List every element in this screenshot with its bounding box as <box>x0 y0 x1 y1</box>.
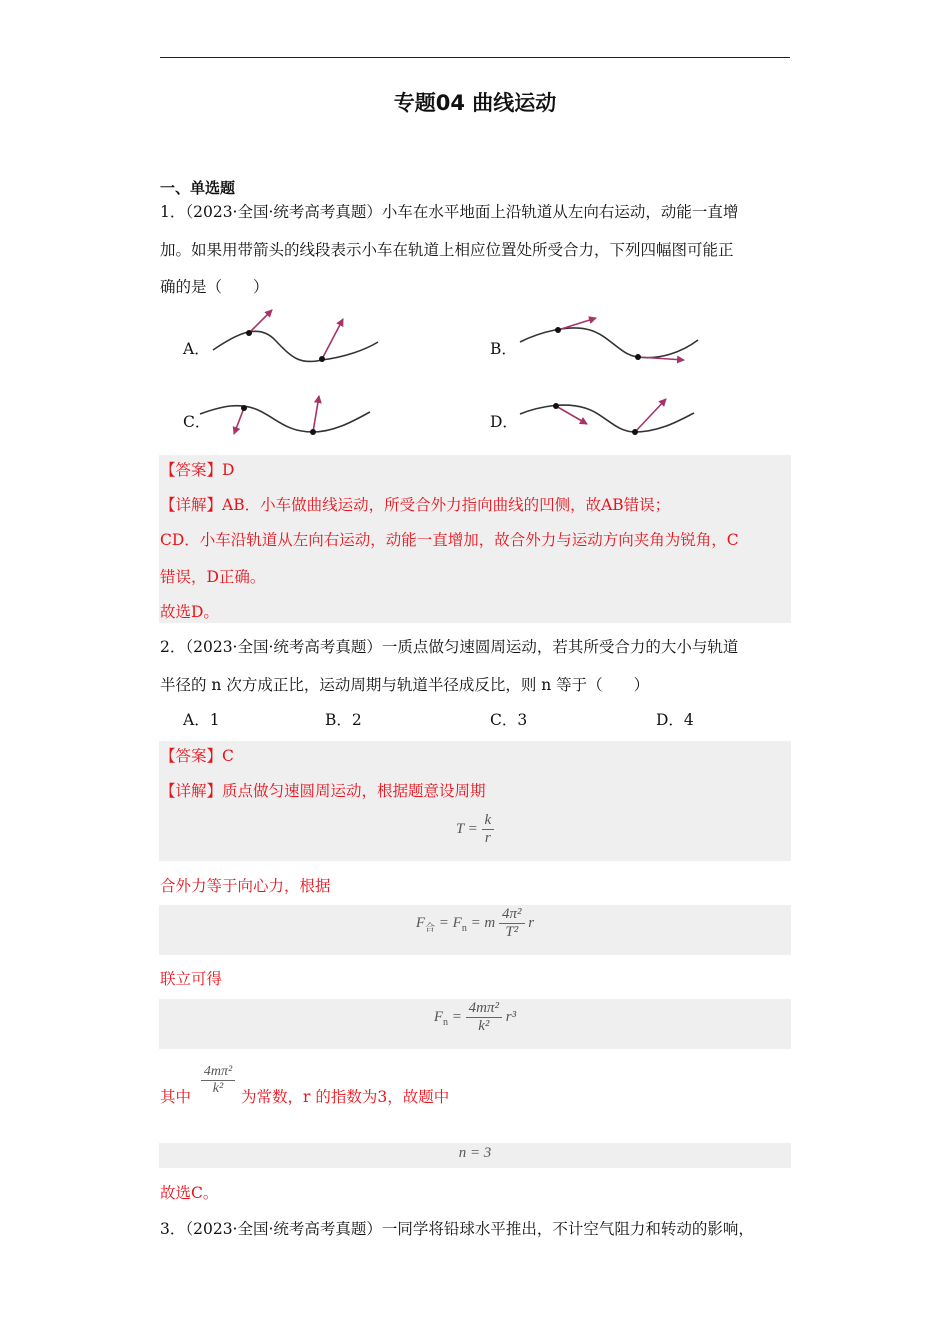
figure-c <box>200 396 370 435</box>
q1-detail-1: 【详解】AB．小车做曲线运动，所受合外力指向曲线的凹侧，故AB错误； <box>160 496 671 514</box>
formula-combined: $F_n$ = $\frac{\text{4mπ²}}{\text{k²}}$ r³ <box>433 1000 517 1034</box>
formula-result: n = 3 <box>458 1145 492 1161</box>
q1-detail-3: 错误，D正确。 <box>160 568 266 586</box>
q2-option-b: B．2 <box>325 711 362 729</box>
formula-period: T = $\frac{k}{r}$ <box>159 812 791 847</box>
q2-step2: 合外力等于向心力，根据 <box>160 877 331 895</box>
q2-option-a: A．1 <box>183 711 220 729</box>
q2-step4-pre: 其中 <box>160 1088 192 1106</box>
q2-option-c: C．3 <box>490 711 528 729</box>
q2-step4-post: 为常数，r 的指数为3，故题中 <box>241 1088 450 1106</box>
q2-line-2: 半径的 n 次方成正比，运动周期与轨道半径成反比，则 n 等于（ ） <box>160 676 650 694</box>
figure-b <box>520 318 698 360</box>
q2-detail-intro: 【详解】质点做匀速圆周运动，根据题意设周期 <box>160 782 486 800</box>
q3-line-1: 3．（2023·全国·统考高考真题）一同学将铅球水平推出，不计空气阻力和转动的影响， <box>160 1220 754 1238</box>
q1-line-2: 加。如果用带箭头的线段表示小车在轨道上相应位置处所受合力，下列四幅图可能正 <box>160 241 734 259</box>
q2-step3: 联立可得 <box>160 970 223 988</box>
q1-answer: 【答案】D <box>160 461 235 479</box>
formula-constant: $\frac{\text{4mπ²}}{\text{k²}}$ <box>193 1064 243 1097</box>
section-heading: 一、单选题 <box>160 179 236 197</box>
q1-option-c-label: C． <box>183 413 211 431</box>
q1-detail-2: CD．小车沿轨道从左向右运动，动能一直增加，故合外力与运动方向夹角为锐角，C <box>160 531 739 549</box>
q1-detail-4: 故选D。 <box>160 603 219 621</box>
q1-line-3: 确的是（ ） <box>160 278 269 296</box>
q1-option-a-label: A． <box>183 340 210 358</box>
figure-a <box>213 310 378 362</box>
q2-answer: 【答案】C <box>160 747 234 765</box>
q1-option-d-label: D． <box>490 413 518 431</box>
q2-conclusion: 故选C。 <box>160 1184 219 1202</box>
q2-option-d: D．4 <box>656 711 694 729</box>
page-title: 专题04 曲线运动 <box>393 91 557 115</box>
figure-d <box>520 399 694 435</box>
q2-line-1: 2．（2023·全国·统考高考真题）一质点做匀速圆周运动，若其所受合力的大小与轨道 <box>160 638 739 656</box>
q1-option-b-label: B． <box>490 340 517 358</box>
q1-line-1: 1．（2023·全国·统考高考真题）小车在水平地面上沿轨道从左向右运动，动能一直增 <box>160 203 739 221</box>
formula-centripetal: $F_合 = F_n = m$ $\frac{\text{4π²}}{\text{T²}}$ r <box>415 906 535 940</box>
header-rule <box>160 57 790 58</box>
